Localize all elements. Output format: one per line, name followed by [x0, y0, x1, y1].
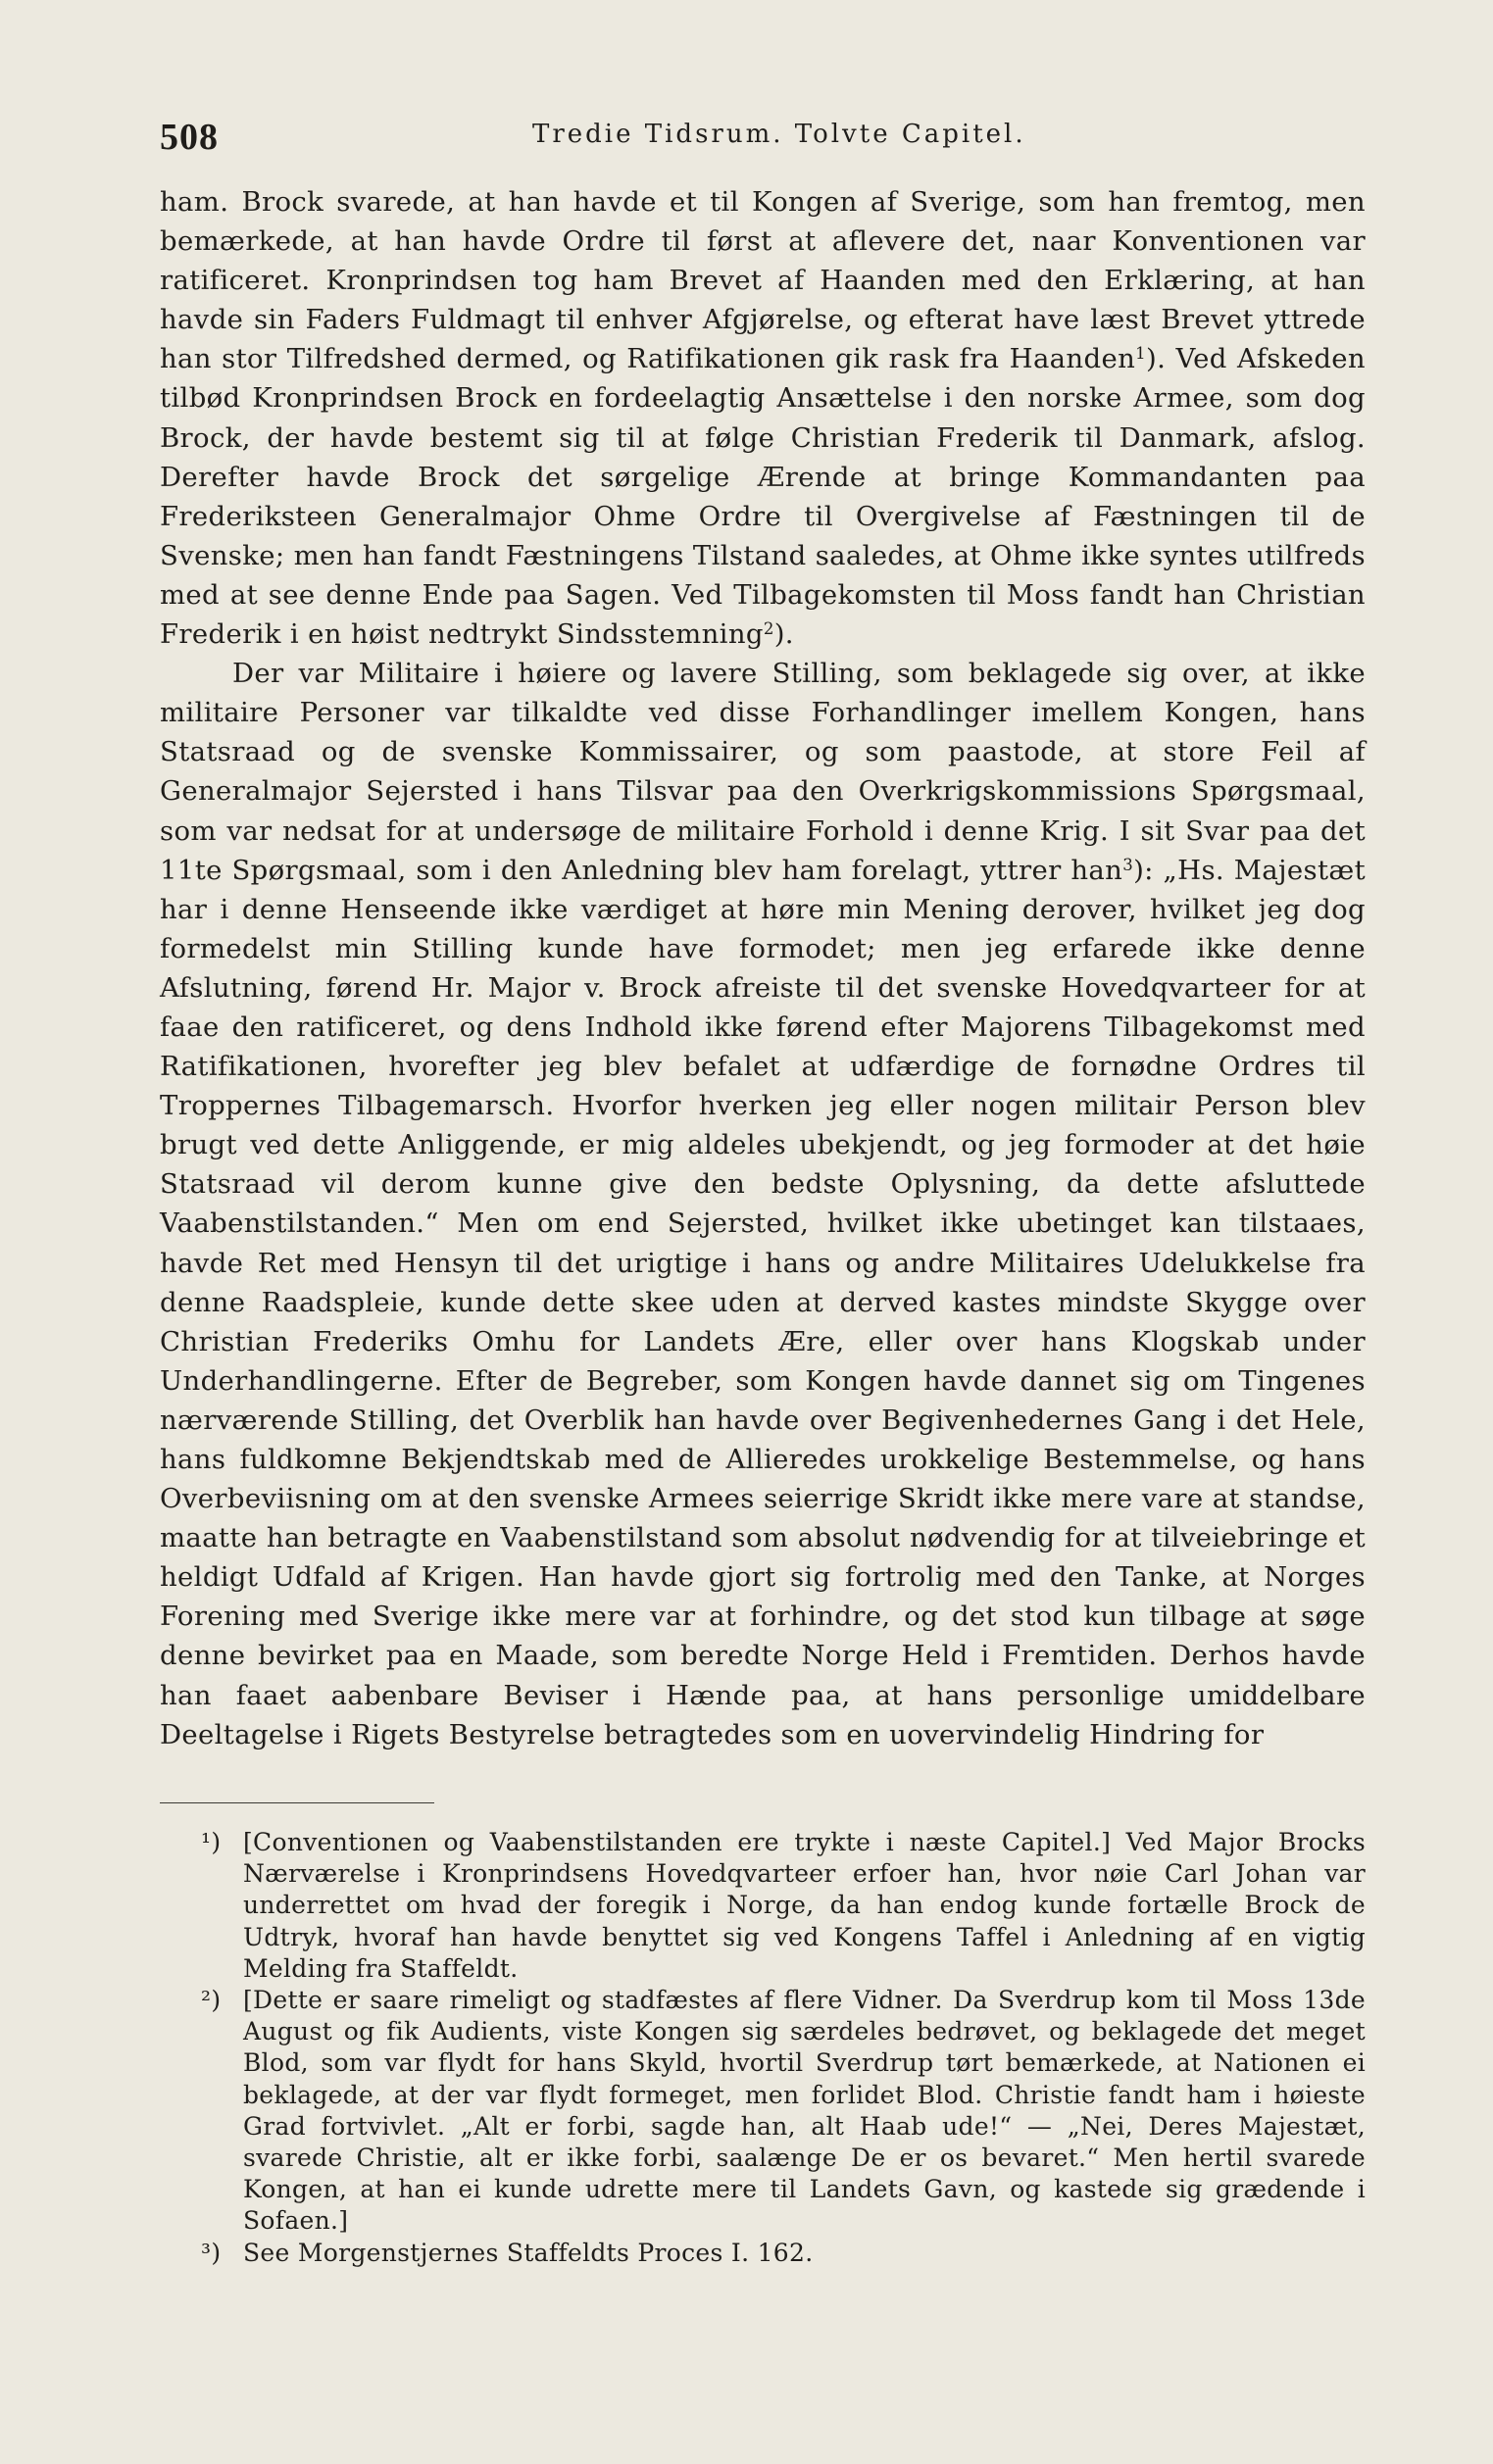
footnote-3-text: See Morgenstjernes Staffeldts Proces I. 162. — [243, 2238, 814, 2267]
footnotes — [160, 1827, 1366, 2269]
page-header — [160, 110, 1366, 169]
footnote-divider — [160, 1802, 434, 1803]
footnote-ref-3: 3 — [1122, 855, 1134, 874]
footnote-2-text: [Dette er saare rimeligt og stadfæstes af flere Vidner. Da Sverdrup kom til Moss 13de August og fik Audients, viste Kongen sig særdeles bedrøvet, og beklagede det meget Blod, som var flydt for hans Skyld, hvortil Sverdrup tørt bemærkede, at Nationen ei beklagede, at der var flydt formeget, men forlidet Blod. Christie fandt ham i høieste Grad fortvivlet. „Alt er forbi, sagde han, alt Haab ude!“ — „Nei, Deres Majestæt, svarede Christie, alt er ikke forbi, saalænge De er os bevaret.“ Men hertil svarede Kongen, at han ei kunde udrette mere til Landets Gavn, og kastede sig grædende i Sofaen.] — [243, 1986, 1366, 2236]
footnote-ref-2: 2 — [763, 618, 774, 638]
paragraph-1-text-c: ). — [773, 618, 794, 651]
paragraph-1 — [160, 182, 1366, 654]
paragraph-2 — [160, 654, 1366, 1754]
paragraph-2-text-a: Der var Militaire i høiere og lavere Stilling, som beklagede sig over, at ikke militaire Personer var tilkaldte ved disse Forhandlinger imellem Kongen, hans Statsraad og de svenske Kommissairer, og som paastode, at store Feil af Generalmajor Sejersted i hans Tilsvar paa den Overkrigskommissions Spørgsmaal, som var nedsat for at undersøge de militaire Forhold i denne Krig. I sit Svar paa det 11te Spørgsmaal, som i den Anledning blev ham forelagt, yttrer han — [160, 658, 1366, 886]
paragraph-1-text-a: ham. Brock svarede, at han havde et til Kongen af Sverige, som han fremtog, men bemærkede, at han havde Ordre til først at aflevere det, naar Konventionen var ratificeret. Kronprindsen tog ham Brevet af Haanden med den Erklæring, at han havde sin Faders Fuldmagt til enhver Afgjørelse, og efterat have læst Brevet yttrede han stor Tilfredshed dermed, og Ratifikationen gik rask fra Haanden — [160, 186, 1366, 375]
footnote-ref-1: 1 — [1135, 344, 1146, 364]
footnote-1-text: [Conventionen og Vaabenstilstanden ere trykte i næste Capitel.] Ved Major Brocks Nærværelse i Kronprindsens Hovedqvarteer erfoer han, hvor nøie Carl Johan var underrettet om hvad der foregik i Norge, da han endog kunde fortælle Brock de Udtryk, hvoraf han havde benyttet sig ved Kongens Taffel i Anledning af en vigtig Melding fra Staffeldt. — [243, 1828, 1366, 1983]
paragraph-2-text-b: ): „Hs. Majestæt har i denne Henseende ikke værdiget at høre min Mening derover, hvilket jeg dog formedelst min Stilling kunde have formodet; men jeg erfarede ikke denne Afslutning, førend Hr. Major v. Brock afreiste til det svenske Hovedqvarteer for at faae den ratificeret, og dens Indhold ikke førend efter Majorens Tilbagekomst med Ratifikationen, hvorefter jeg blev befalet at udfærdige de fornødne Ordres til Troppernes Tilbagemarsch. Hvorfor hverken jeg eller nogen militair Person blev brugt ved dette Anliggende, er mig aldeles ubekjendt, og jeg formoder at det høie Statsraad vil derom kunne give den bedste Oplysning, da dette afsluttede Vaabenstilstanden.“ Men om end Sejersted, hvilket ikke ubetinget kan tilstaaes, havde Ret med Hensyn til det urigtige i hans og andre Militaires Udelukkelse fra denne Raadspleie, kunde dette skee uden at derved kastes mindste Skygge over Christian Frederiks Omhu for Landets Ære, eller over hans Klogskab under Underhandlingerne. Efter de Begreber, som Kongen havde dannet sig om Tingenes nærværende Stilling, det Overblik han havde over Begivenhedernes Gang i det Hele, hans fuldkomne Bekjendtskab med de Allieredes urokkelige Bestemmelse, og hans Overbeviisning om at den svenske Armees seierrige Skridt ikke mere vare at standse, maatte han betragte en Vaabenstilstand som absolut nødvendig for at tilveiebringe et heldigt Udfald af Krigen. Han havde gjort sig fortrolig med den Tanke, at Norges Forening med Sverige ikke mere var at forhindre, og det stod kun tilbage at søge denne bevirket paa en Maade, som beredte Norge Held i Fremtiden. Derhos havde han faaet aabenbare Beviser i Hænde paa, at hans personlige umiddelbare Deeltagelse i Rigets Bestyrelse betragtedes som en uovervindelig Hindring for — [160, 854, 1367, 1750]
footnote-2 — [160, 1985, 1366, 2238]
running-head: Tredie Tidsrum. Tolvte Capitel. — [532, 120, 1026, 149]
footnote-1-mark: ¹) — [201, 1828, 222, 1856]
footnote-2-mark: ²) — [201, 1986, 222, 2015]
footnote-3 — [160, 2238, 1366, 2269]
paragraph-1-text-b: ). Ved Afskeden tilbød Kronprindsen Brock en fordeelagtig Ansættelse i den norske Armee, som dog Brock, der havde bestemt sig til at følge Christian Frederik til Danmark, afslog. Derefter havde Brock det sørgelige Ærende at bringe Kommandanten paa Frederiksteen Generalmajor Ohme Ordre til Overgivelse af Fæstningen til de Svenske; men han fandt Fæstningens Tilstand saaledes, at Ohme ikke syntes utilfreds med at see denne Ende paa Sagen. Ved Tilbagekomsten til Moss fandt han Christian Frederik i en høist nedtrykt Sindsstemning — [160, 343, 1366, 651]
page-number: 508 — [160, 117, 219, 158]
footnote-3-mark: ³) — [201, 2238, 222, 2267]
footnote-1 — [160, 1827, 1366, 1985]
body-text — [160, 182, 1366, 1754]
